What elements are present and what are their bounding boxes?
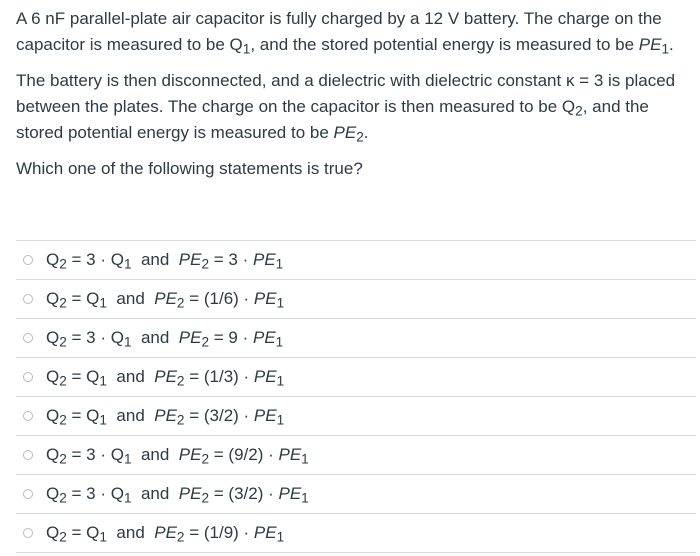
radio-button[interactable] (23, 411, 33, 421)
radio-button[interactable] (23, 372, 33, 382)
question-paragraph-1: A 6 nF parallel-plate air capacitor is fully charged by a 12 V battery. The charge on the capacitor is measured to be $Q_1$, and the stored potential energy is measured to be $PE_1$. (16, 9, 674, 57)
answer-label[interactable]: $Q_2 = 3 \cdot Q_1$ and $PE_2 = (9/2) \cdot PE_1$ (46, 445, 309, 467)
answer-label[interactable]: $Q_2 = 3 \cdot Q_1$ and $PE_2 = 3 \cdot PE_1$ (46, 250, 284, 272)
answer-option[interactable] (16, 280, 696, 319)
answer-option[interactable] (16, 475, 696, 514)
answer-label[interactable]: $Q_2 = 3 \cdot Q_1$ and $PE_2 = (3/2) \cdot PE_1$ (46, 484, 309, 506)
answer-label[interactable]: $Q_2 = Q_1$ and $PE_2 = (1/6) \cdot PE_1$ (46, 289, 285, 311)
answer-option[interactable] (16, 436, 696, 475)
radio-button[interactable] (23, 528, 33, 538)
radio-button[interactable] (23, 294, 33, 304)
answer-list (16, 240, 696, 553)
question-text (16, 6, 694, 192)
answer-label[interactable]: $Q_2 = Q_1$ and $PE_2 = (3/2) \cdot PE_1$ (46, 406, 285, 428)
radio-button[interactable] (23, 450, 33, 460)
answer-option[interactable] (16, 241, 696, 280)
question-paragraph-2: The battery is then disconnected, and a dielectric with dielectric constant κ = 3 is placed between the plates. The charge on the capacitor is then measured to be $Q_2$, and the stored potential energy is measured to be $PE_2$. (16, 71, 676, 145)
answer-option[interactable] (16, 319, 696, 358)
radio-button[interactable] (23, 333, 33, 343)
answer-label[interactable]: $Q_2 = Q_1$ and $PE_2 = (1/3) \cdot PE_1$ (46, 367, 285, 389)
radio-button[interactable] (23, 255, 33, 265)
answer-option[interactable] (16, 397, 696, 436)
question-prompt: Which one of the following statements is true? (16, 159, 363, 178)
answer-option[interactable] (16, 358, 696, 397)
answer-option[interactable] (16, 514, 696, 553)
radio-button[interactable] (23, 489, 33, 499)
answer-label[interactable]: $Q_2 = 3 \cdot Q_1$ and $PE_2 = 9 \cdot PE_1$ (46, 328, 284, 350)
answer-label[interactable]: $Q_2 = Q_1$ and $PE_2 = (1/9) \cdot PE_1$ (46, 523, 285, 545)
